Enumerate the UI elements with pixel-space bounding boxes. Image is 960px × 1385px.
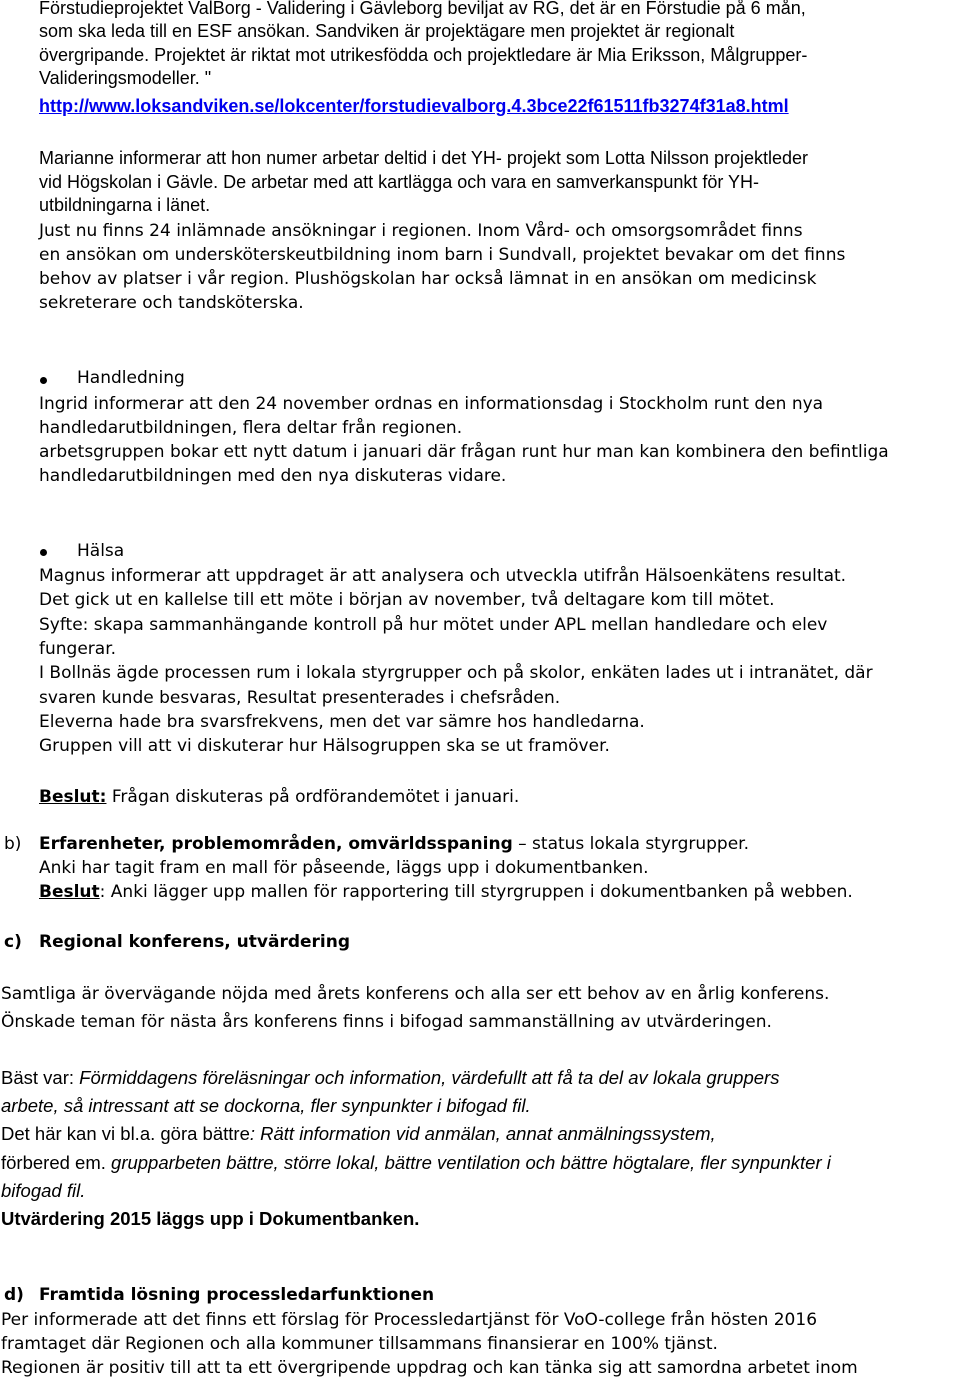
bullet-icon — [40, 377, 47, 384]
text-line: Det gick ut en kallelse till ett möte i början av november, två deltagare kom till mötet. — [39, 590, 775, 610]
text-line: vid Högskolan i Gävle. De arbetar med att kartlägga och vara en samverkanspunkt för YH- — [39, 172, 760, 192]
text-line: handledarutbildningen med den nya diskuteras vidare. — [39, 466, 507, 486]
item-letter-d: d) — [4, 1285, 24, 1305]
text-line: Magnus informerar att uppdraget är att analysera och utveckla utifrån Hälsoenkätens resultat. — [39, 566, 847, 586]
item-letter-b: b) — [4, 834, 22, 854]
text-line: handledarutbildningen, flera deltar från regionen. — [39, 418, 463, 438]
text-span-italic: Förmiddagens föreläsningar och information, värdefullt att få ta del av lokala gruppers — [79, 1067, 780, 1088]
text-line: Anki har tagit fram en mall för påseende, läggs upp i dokumentbanken. — [39, 858, 649, 878]
beslut-text: : Anki lägger upp mallen för rapportering till styrgruppen i dokumentbanken på webben. — [99, 882, 853, 902]
text-line: Syfte: skapa sammanhängande kontroll på hur mötet under APL mellan handledare och elev — [39, 615, 828, 635]
text-line: Regionen är positiv till att ta ett övergripende uppdrag och kan tänka sig att samordna arbetet inom — [1, 1358, 858, 1378]
text-line: Förstudieprojektet ValBorg - Validering i Gävleborg beviljat av RG, det är en Förstudie på 6 mån, — [39, 0, 806, 18]
text-line — [1, 1066, 779, 1090]
text-line: som ska leda till en ESF ansökan. Sandviken är projektägare men projektet är regionalt — [39, 21, 735, 41]
text-span: förbered em. — [1, 1152, 106, 1173]
beslut-label: Beslut: — [39, 787, 107, 807]
beslut-line — [39, 881, 853, 904]
text-line: utbildningarna i länet. — [39, 195, 211, 215]
text-line: fungerar. — [39, 639, 117, 659]
text-line — [1, 1122, 716, 1146]
beslut-line — [39, 786, 519, 809]
text-line: Per informerade att det finns ett förslag för Processledartjänst för VoO-college från hösten 2016 — [1, 1310, 818, 1330]
text-line: arbetsgruppen bokar ett nytt datum i januari där frågan runt hur man kan kombinera den befintliga — [39, 442, 889, 462]
text-line: sekreterare och tandsköterska. — [39, 293, 304, 313]
item-letter-c: c) — [4, 932, 22, 952]
beslut-label: Beslut — [39, 882, 100, 902]
text-span: Det här kan vi bl.a. göra bättre — [1, 1123, 250, 1144]
section-heading-halsa: Hälsa — [77, 541, 125, 561]
text-line: övergripande. Projektet är riktat mot utrikesfödda och projektledare är Mia Eriksson, Målgrupper- — [39, 45, 808, 65]
text-line: Önskade teman för nästa års konferens finns i bifogad sammanställning av utvärderingen. — [1, 1012, 772, 1032]
text-line: Just nu finns 24 inlämnade ansökningar i regionen. Inom Vård- och omsorgsområdet finns — [39, 221, 803, 241]
bullet-icon — [40, 549, 47, 556]
text-line: svaren kunde besvaras, Resultat presenterades i chefsråden. — [39, 688, 561, 708]
section-heading-b — [39, 833, 749, 856]
text-line: behov av platser i vår region. Plushögskolan har också lämnat in en ansökan om medicinsk — [39, 269, 817, 289]
text-line: Valideringsmodeller. " — [39, 68, 212, 88]
valborg-link[interactable]: http://www.loksandviken.se/lokcenter/forstudievalborg.4.3bce22f61511fb3274f31a8.html — [39, 96, 789, 116]
text-line: arbete, så intressant att se dockorna, fler synpunkter i bifogad fil. — [1, 1095, 531, 1116]
text-line: Marianne informerar att hon numer arbetar deltid i det YH- projekt som Lotta Nilsson projektleder — [39, 148, 809, 168]
beslut-text: Frågan diskuteras på ordförandemötet i januari. — [106, 787, 520, 807]
section-heading-c: Regional konferens, utvärdering — [39, 932, 351, 952]
text-line: Eleverna hade bra svarsfrekvens, men det var sämre hos handledarna. — [39, 712, 645, 732]
section-heading-handledning: Handledning — [77, 368, 185, 388]
section-heading-d: Framtida lösning processledarfunktionen — [39, 1285, 435, 1305]
section-title-rest: – status lokala styrgrupper. — [512, 834, 750, 854]
text-line-bold: Utvärdering 2015 läggs upp i Dokumentbanken. — [1, 1208, 420, 1229]
text-line — [1, 1151, 831, 1175]
text-span-italic: grupparbeten bättre, större lokal, bättre ventilation och bättre högtalare, fler synpunkter i — [105, 1152, 831, 1173]
text-span: Bäst var: — [1, 1067, 80, 1088]
section-title: Erfarenheter, problemområden, omvärldsspaning — [39, 834, 513, 854]
text-span-italic: : Rätt information vid anmälan, annat anmälningssystem, — [249, 1123, 716, 1144]
text-line: Ingrid informerar att den 24 november ordnas en informationsdag i Stockholm runt den nya — [39, 394, 824, 414]
text-line: Gruppen vill att vi diskuterar hur Hälsogruppen ska se ut framöver. — [39, 736, 610, 756]
text-line: framtaget där Regionen och alla kommuner tillsammans finansierar en 100% tjänst. — [1, 1334, 718, 1354]
text-line: Samtliga är övervägande nöjda med årets konferens och alla ser ett behov av en årlig konferens. — [1, 984, 830, 1004]
text-line: en ansökan om undersköterskeutbildning inom barn i Sundvall, projektet bevakar om det finns — [39, 245, 846, 265]
text-line: bifogad fil. — [1, 1180, 86, 1201]
text-line: I Bollnäs ägde processen rum i lokala styrgrupper och på skolor, enkäten lades ut i intranätet, där — [39, 663, 873, 683]
